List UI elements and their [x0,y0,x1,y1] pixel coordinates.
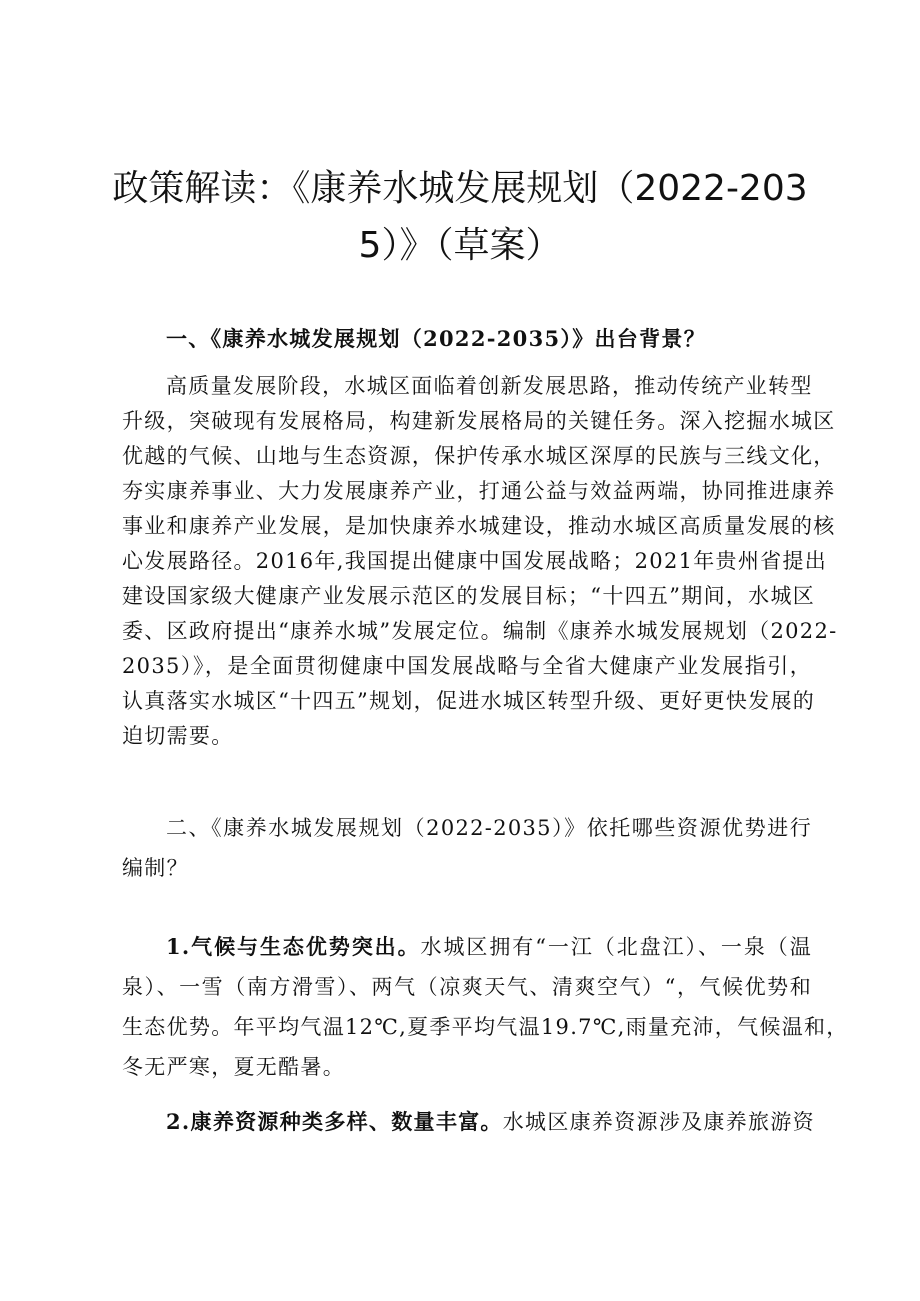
point2-lead: 2.康养资源种类多样、数量丰富。 [166,1109,503,1134]
point2-first-line [166,1107,815,1137]
section1-heading: 一、《康养水城发展规划（2022-2035）》出台背景？ [166,326,707,351]
section1-line: 建设国家级大健康产业发展示范区的发展目标；“十四五”期间，水城区 [122,584,816,608]
point1-first-line [166,932,812,962]
section1-line: 心发展路径。2016年,我国提出健康中国发展战略；2021年贵州省提出 [122,549,828,573]
point1-lead: 1.气候与生态优势突出。 [166,934,421,959]
document-title-line-2: 5）》（草案） [358,225,562,266]
section2-heading-line-2: 编制？ [122,856,189,880]
section1-line: 高质量发展阶段，水城区面临着创新发展思路，推动传统产业转型 [166,374,813,398]
section1-line: 迫切需要。 [122,724,234,748]
point1-first-line-rest: 水城区拥有“一江（北盘江）、一泉（温 [420,935,812,959]
point1-line: 生态优势。年平均气温12℃,夏季平均气温19.7℃,雨量充沛，气候温和， [122,1015,849,1039]
section1-line: 事业和康养产业发展，是加快康养水城建设，推动水城区高质量发展的核 [122,514,836,538]
section1-line: 优越的气候、山地与生态资源，保护传承水城区深厚的民族与三线文化， [122,444,836,468]
document-title-line-1: 政策解读：《康养水城发展规划（2022-203 [112,168,808,209]
section1-line: 2035）》，是全面贯彻健康中国发展战略与全省大健康产业发展指引， [122,654,812,678]
point2-first-line-rest: 水城区康养资源涉及康养旅游资 [502,1110,815,1134]
point1-line: 冬无严寒，夏无酷暑。 [122,1055,345,1079]
point1-line: 泉）、一雪（南方滑雪）、两气（凉爽天气、清爽空气）“，气候优势和 [122,975,812,999]
section1-line: 认真落实水城区“十四五”规划，促进水城区转型升级、更好更快发展的 [122,689,816,713]
section1-line: 升级，突破现有发展格局，构建新发展格局的关键任务。深入挖掘水城区 [122,409,836,433]
section2-heading-line-1: 二、《康养水城发展规划（2022-2035）》依托哪些资源优势进行 [166,816,812,840]
section1-line: 委、区政府提出“康养水城”发展定位。编制《康养水城发展规划（2022- [122,619,838,643]
section1-line: 夯实康养事业、大力发展康养产业，打通公益与效益两端，协同推进康养 [122,479,836,503]
